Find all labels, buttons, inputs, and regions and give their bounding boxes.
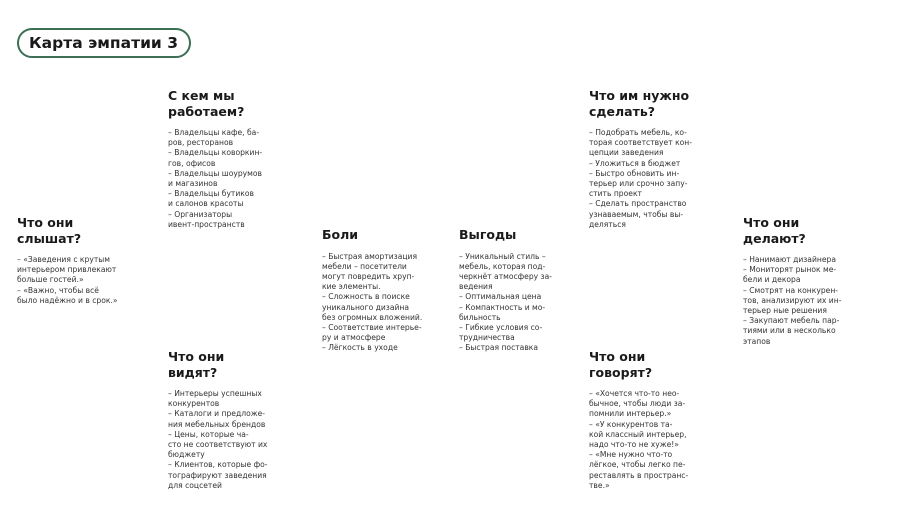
section-body: – Нанимают дизайнера – Мониторят рынок ме- бели и декора – Смотрят на конкурен- тов, анализируют их ин- терьер ные решения – Закупают мебель пар- тиями или в несколько этапов bbox=[743, 255, 842, 346]
page-title: Карта эмпатии 3 bbox=[17, 28, 191, 58]
section-heading: С кем мы работаем? bbox=[168, 88, 245, 119]
section-heading: Что они говорят? bbox=[589, 349, 653, 380]
section-body: – «Хочется что-то нео- бычное, чтобы люди за- помнили интерьер.» – «У конкурентов та- кой классный интерьер, надо что-то не хуже!» – «Мне нужно что-то лёгкое, чтобы легко пе- реставлять в пространс- тве.» bbox=[589, 389, 689, 490]
section-what-they-hear bbox=[17, 215, 157, 306]
section-who-we-work-with bbox=[168, 88, 308, 230]
section-heading: Что они видят? bbox=[168, 349, 225, 380]
section-what-they-need-to-do bbox=[589, 88, 729, 230]
section-heading: Выгоды bbox=[459, 227, 517, 242]
section-heading: Что они делают? bbox=[743, 215, 806, 246]
section-body: – Быстрая амортизация мебели – посетители могут повредить хруп- кие элементы. – Сложность в поиске уникального дизайна без огромных вложений. – Соответствие интерье- ру и атмосфере – Лёгкость в уходе bbox=[322, 251, 423, 353]
section-body: – Владельцы кафе, ба- ров, ресторанов – Владельцы коворкин- гов, офисов – Владельцы шоурумов и магазинов – Владельцы бутиков и салонов красоты – Организаторы ивент-пространств bbox=[168, 128, 263, 229]
section-pains bbox=[322, 227, 450, 354]
section-what-they-see bbox=[168, 349, 308, 491]
section-body: – «Заведения с крутым интерьером привлекают больше гостей.» – «Важно, чтобы всё было надёжно и в срок.» bbox=[17, 255, 118, 305]
section-heading: Что они слышат? bbox=[17, 215, 82, 246]
section-heading: Боли bbox=[322, 227, 359, 242]
section-body: – Уникальный стиль – мебель, которая под- черкнёт атмосферу за- ведения – Оптимальная цена – Компактность и мо- бильность – Гибкие условия со- трудничества – Быстрая поставка bbox=[459, 251, 552, 353]
section-gains bbox=[459, 227, 587, 354]
section-what-they-do bbox=[743, 215, 883, 347]
section-what-they-say bbox=[589, 349, 729, 491]
section-heading: Что им нужно сделать? bbox=[589, 88, 690, 119]
section-body: – Интерьеры успешных конкурентов – Каталоги и предложе- ния мебельных брендов – Цены, которые ча- сто не соответствуют их бюджету – Клиентов, которые фо- тографируют заведения для соцсетей bbox=[168, 389, 268, 490]
section-body: – Подобрать мебель, ко- торая соответствует кон- цепции заведения – Уложиться в бюджет – Быстро обновить ин- терьер или срочно запу- стить проект – Сделать пространство узнаваемым, чтобы вы- деляться bbox=[589, 128, 693, 229]
